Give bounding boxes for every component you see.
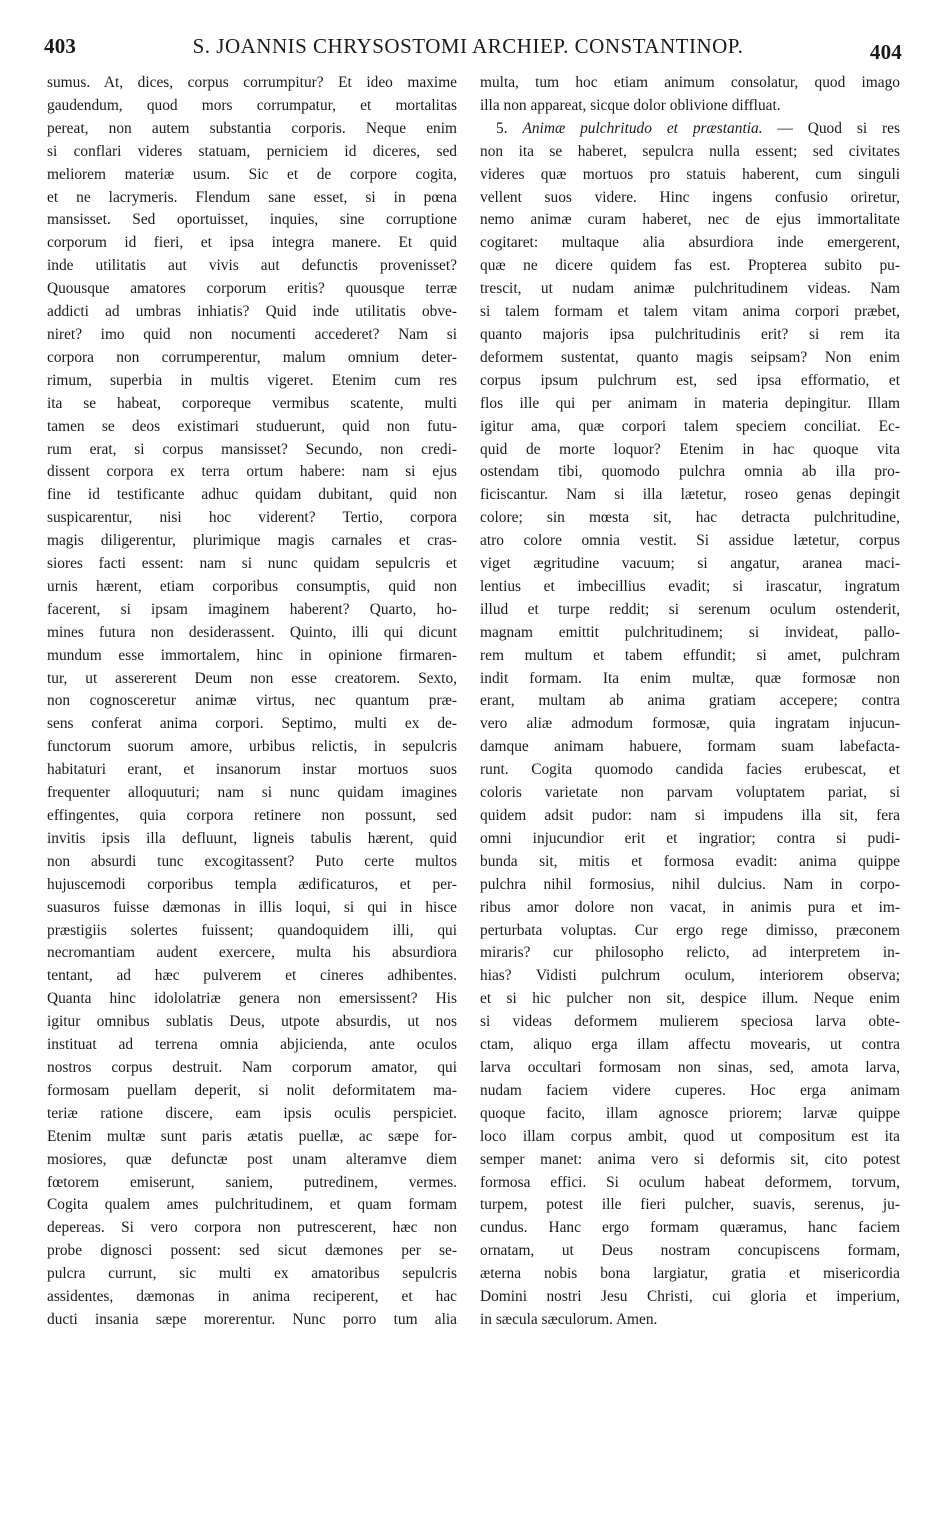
text-line: Quousque amatores corporum eritis? quousque terræ bbox=[47, 280, 457, 298]
text-line: atro colore omnia vestit. Si assidue lætetur, corpus bbox=[480, 532, 900, 550]
text-line: ficiscantur. Nam si illa lætetur, roseo genas depingit bbox=[480, 486, 900, 504]
text-line: mundum esse immortalem, hinc in opinione firmaren- bbox=[47, 646, 457, 664]
text-line: igitur ama, quæ corpori talem speciem conciliat. Ec- bbox=[480, 417, 900, 435]
text-line: quid de morte loquor? Etenim in hac quoque vita bbox=[480, 440, 900, 458]
text-line: videres quæ mortuos pro statuis haberent, cum singuli bbox=[480, 165, 900, 183]
section-first-line-text: — Quod si res bbox=[777, 119, 900, 137]
text-line: fœtorem emiserunt, saniem, putredinem, vermes. bbox=[47, 1173, 457, 1191]
text-line: pulchra nihil formosius, nihil dulcius. Nam in corpo- bbox=[480, 875, 900, 893]
text-line: gaudendum, quod mors corrumpatur, et mortalitas bbox=[47, 96, 457, 114]
text-line: hujuscemodi corporibus templa ædificaturos, et per- bbox=[47, 875, 457, 893]
text-line: Domini nostri Jesu Christi, cui gloria et imperium, bbox=[480, 1288, 900, 1306]
text-line: inde utilitatis aut vivis aut defunctis provenisset? bbox=[47, 257, 457, 275]
text-line: quoque facito, illam agnosce priorem; larvæ quippe bbox=[480, 1104, 900, 1122]
text-line: mosiores, quæ defunctæ post unam alteramve diem bbox=[47, 1150, 457, 1168]
text-line: habitaturi erant, et insanorum instar mortuos suos bbox=[47, 761, 457, 779]
text-line: assidentes, dæmonas in anima reciperent, et hac bbox=[47, 1288, 457, 1306]
text-line: præstigiis solertes fuissent; quandoquidem illi, qui bbox=[47, 921, 457, 939]
text-line: tentant, ad hæc pulverem et cineres adhibentes. bbox=[47, 967, 457, 985]
text-line: formosam puellam deperit, si nolit deformitatem ma- bbox=[47, 1081, 457, 1099]
text-line: ctam, aliquo erga illam affectu movearis, ut contra bbox=[480, 1036, 900, 1054]
text-line: pulcra currunt, sic multi ex amatoribus sepulcris bbox=[47, 1265, 457, 1283]
text-line: instituat ad terrena omnia abjicienda, ante oculos bbox=[47, 1036, 457, 1054]
running-header bbox=[30, 32, 906, 64]
text-line: vellent suos videre. Hinc ingens confusio oriretur, bbox=[480, 188, 900, 206]
text-line: trescit, ut nudam animæ pulchritudinem videas. Nam bbox=[480, 280, 900, 298]
text-line: vero aliæ admodum formosæ, quia ingratam injucun- bbox=[480, 715, 900, 733]
text-line: viget ægritudine vacuum; si angatur, aranea maci- bbox=[480, 555, 900, 573]
section-title: Animæ pulchritudo et præstantia. bbox=[522, 119, 763, 137]
text-line: corporum id fieri, et ipsa integra manere. Et quid bbox=[47, 234, 457, 252]
text-line: teriæ ratione discere, eam ipsis oculis perspiciet. bbox=[47, 1104, 457, 1122]
text-line: invitis ipsis illa defluunt, ligneis tabulis hærent, quid bbox=[47, 829, 457, 847]
text-line: in sæcula sæculorum. Amen. bbox=[480, 1310, 658, 1328]
text-line: erant, multam ab anima gratiam accepere; contra bbox=[480, 692, 900, 710]
text-line: addicti ad umbras inhiatis? Quid inde utilitatis obve- bbox=[47, 303, 457, 321]
text-line: cogitaret: multaque alia absurdiora inde emergerent, bbox=[480, 234, 900, 252]
text-line: suasuros fuisse dæmonas in illis loqui, si qui in hisce bbox=[47, 898, 457, 916]
text-line: bunda sit, mitis et formosa evadit: anima quippe bbox=[480, 852, 900, 870]
text-line: corpus ipsum pulchrum est, sed ipsa efformatio, et bbox=[480, 371, 900, 389]
text-line: deformem sustentat, quanto magis seipsam? Non enim bbox=[480, 348, 900, 366]
text-line: effingentes, quia corpora retinere non possunt, sed bbox=[47, 807, 457, 824]
text-line: quidem adsit pudor: nam si impudens illa sit, fera bbox=[480, 807, 900, 824]
text-line: lentius et imbecillius evadit; si irascatur, ingratum bbox=[480, 577, 900, 595]
text-line: semper manet: anima vero si deformis sit, cito potest bbox=[480, 1150, 900, 1168]
text-line: urnis hærent, etiam corporibus consumptis, quid non bbox=[47, 577, 457, 595]
text-line: magis diligerentur, plurimique magis carnales et cras- bbox=[47, 532, 457, 550]
text-line: coloris varietate non parvam voluptatem pariat, si bbox=[480, 784, 900, 802]
text-line: non absurdi tunc excogitassent? Puto certe multos bbox=[47, 852, 457, 870]
text-line: mansisset. Sed oportuisset, inquies, sine corruptione bbox=[47, 211, 457, 229]
text-line: ita se habeat, corporeque vermibus scatente, multi bbox=[47, 394, 457, 412]
text-line: formosa effici. Si oculum habeat deformem, torvum, bbox=[480, 1173, 900, 1191]
text-line: et si hic pulcher non sit, despice illum. Neque enim bbox=[480, 990, 900, 1008]
text-line: omni injucundior erit et ingratior; contra si pudi- bbox=[480, 829, 900, 847]
text-line: mines futura non desiderassent. Quinto, illi qui dicunt bbox=[47, 623, 457, 641]
text-line: meliorem materiæ usum. Sic et de corpore cogita, bbox=[47, 165, 457, 183]
text-line: si videas deformem mulierem speciosa larva obte- bbox=[480, 1013, 900, 1031]
text-line: flos ille qui per animam in materia depingitur. Illam bbox=[480, 394, 900, 412]
text-line: depereas. Si vero corpora non putrescerent, hæc non bbox=[47, 1219, 457, 1237]
text-line: ostendam tibi, quomodo pulchra omnia ab illa pro- bbox=[480, 463, 900, 481]
text-line: niret? imo quid non nocumenti accederet? Nam si bbox=[47, 325, 457, 343]
text-line: nemo animæ curam haberet, nec de ejus immortalitate bbox=[480, 211, 900, 229]
text-line: igitur omnibus sublatis Deus, utpote absurdis, ut nos bbox=[47, 1013, 457, 1031]
text-line: tur, ut assererent Deum non esse creatorem. Sexto, bbox=[47, 669, 457, 687]
text-line: miraris? cur philosopho relicto, ad interpretem in- bbox=[480, 944, 900, 962]
text-line: siores facti essent: nam si nunc quidam sepulcris et bbox=[47, 555, 457, 573]
text-line: necromantiam audent exercere, multa his absurdiora bbox=[47, 944, 457, 962]
text-line: quæ ne dicere quidem fas est. Propterea subito pu- bbox=[480, 257, 900, 275]
text-line: pereat, non autem substantia corporis. Neque enim bbox=[47, 119, 457, 137]
text-line: tamen se deos existimari studuerunt, quid non futu- bbox=[47, 417, 457, 435]
text-line: et ne lacrymeris. Flendum sane esset, si in pœna bbox=[47, 188, 457, 206]
section-heading-line bbox=[480, 118, 900, 141]
text-line: nostros corpus destruit. Nam corporum amator, qui bbox=[47, 1058, 457, 1076]
text-line: si talem formam et talem vitam anima corpori præbet, bbox=[480, 303, 900, 321]
text-line: illud et turpe reddit; si serenum oculum ostenderit, bbox=[480, 600, 900, 618]
text-line: larva occultari formosam non sinas, sed, amota larva, bbox=[480, 1058, 900, 1076]
text-line: perturbata voluptas. Cur ergo rege dimisso, præconem bbox=[480, 921, 900, 939]
text-line: quanto majoris ipsa pulchritudinis erit? si rem ita bbox=[480, 325, 900, 343]
text-line: rum erat, si corpus mansisset? Secundo, non credi- bbox=[47, 440, 457, 458]
section-number: 5. bbox=[496, 119, 508, 137]
text-line: rimum, superbia in multis vigeret. Etenim cum res bbox=[47, 371, 457, 389]
text-line: runt. Cogita quomodo candida facies erubescat, et bbox=[480, 761, 900, 779]
text-line: Quanta hinc idololatriæ genera non emersissent? His bbox=[47, 990, 457, 1008]
text-line: magnam emittit pulchritudinem; si invideat, pallo- bbox=[480, 623, 900, 641]
text-line: fine id testificante adhuc quidam dubitant, quid non bbox=[47, 486, 457, 504]
right-text-column bbox=[480, 72, 900, 1332]
text-line: ornatam, ut Deus nostram concupiscens formam, bbox=[480, 1242, 900, 1260]
text-line: frequenter alloquuturi; nam si nunc quidam imagines bbox=[47, 784, 457, 802]
text-line: colore; sin mœsta sit, hac detracta pulchritudine, bbox=[480, 509, 900, 527]
text-line: dissent corpora ex terra ortum habere: nam si ejus bbox=[47, 463, 457, 481]
text-line: corpora non corrumperentur, malum omnium deter- bbox=[47, 348, 457, 366]
text-line: probe dignosci possent: sed sicut dæmones per se- bbox=[47, 1242, 457, 1260]
text-line: turpem, potest ille fieri pulcher, suavis, serenus, ju- bbox=[480, 1196, 900, 1214]
right-column-number: 404 bbox=[869, 40, 902, 64]
text-line: nudam faciem videre cuperes. Hoc erga animam bbox=[480, 1081, 900, 1099]
text-line: facerent, si ipsam imaginem haberent? Quarto, ho- bbox=[47, 600, 457, 618]
text-line: illa non appareat, sicque dolor oblivione diffluat. bbox=[480, 96, 781, 114]
text-line: si conflari videres statuam, perniciem id diceres, sed bbox=[47, 142, 457, 160]
text-line: non cognosceretur animæ virtus, nec quantum præ- bbox=[47, 692, 457, 710]
text-line: ribus amor dolore non vacat, in animis pura et im- bbox=[480, 898, 900, 916]
text-line: damque animam habuere, formam suam labefacta- bbox=[480, 738, 900, 756]
text-line: sumus. At, dices, corpus corrumpitur? Et ideo maxime bbox=[47, 74, 457, 91]
left-column-number: 403 bbox=[44, 34, 77, 58]
text-line: rem multum et tabem effundit; si amet, pulchram bbox=[480, 646, 900, 664]
text-line: sens conferat anima corpori. Septimo, multi ex de- bbox=[47, 715, 457, 733]
running-title: S. JOANNIS CHRYSOSTOMI ARCHIEP. CONSTANTINOP. bbox=[192, 34, 744, 58]
text-line: ducti insania sæpe morerentur. Nunc porro tum alia bbox=[47, 1310, 457, 1328]
text-line: hias? Vidisti pulchrum oculum, interiorem observa; bbox=[480, 967, 900, 985]
text-line: functorum suorum amore, urbibus relictis, in sepulcris bbox=[47, 738, 457, 756]
text-line: non ita se haberet, sepulcra nulla essent; sed civitates bbox=[480, 142, 900, 160]
text-line: cundus. Hanc ergo formam quæramus, hanc faciem bbox=[480, 1219, 900, 1237]
text-line: Cogita qualem ames pulchritudinem, et quam formam bbox=[47, 1196, 457, 1214]
left-text-column bbox=[47, 72, 457, 1332]
text-line: multa, tum hoc etiam animum consolatur, quod imago bbox=[480, 74, 900, 91]
text-line: indit formam. Ita enim multæ, quæ formosæ non bbox=[480, 669, 900, 687]
text-line: suspicarentur, nisi hoc viderent? Tertio, corpora bbox=[47, 509, 457, 527]
text-line: Etenim multæ sunt paris ætatis puellæ, ac sæpe for- bbox=[47, 1127, 457, 1145]
text-line: loco illam corpus ambit, quod ut compositum est ita bbox=[480, 1127, 900, 1145]
text-line: æterna nobis bona largiatur, gratia et misericordia bbox=[480, 1265, 900, 1283]
